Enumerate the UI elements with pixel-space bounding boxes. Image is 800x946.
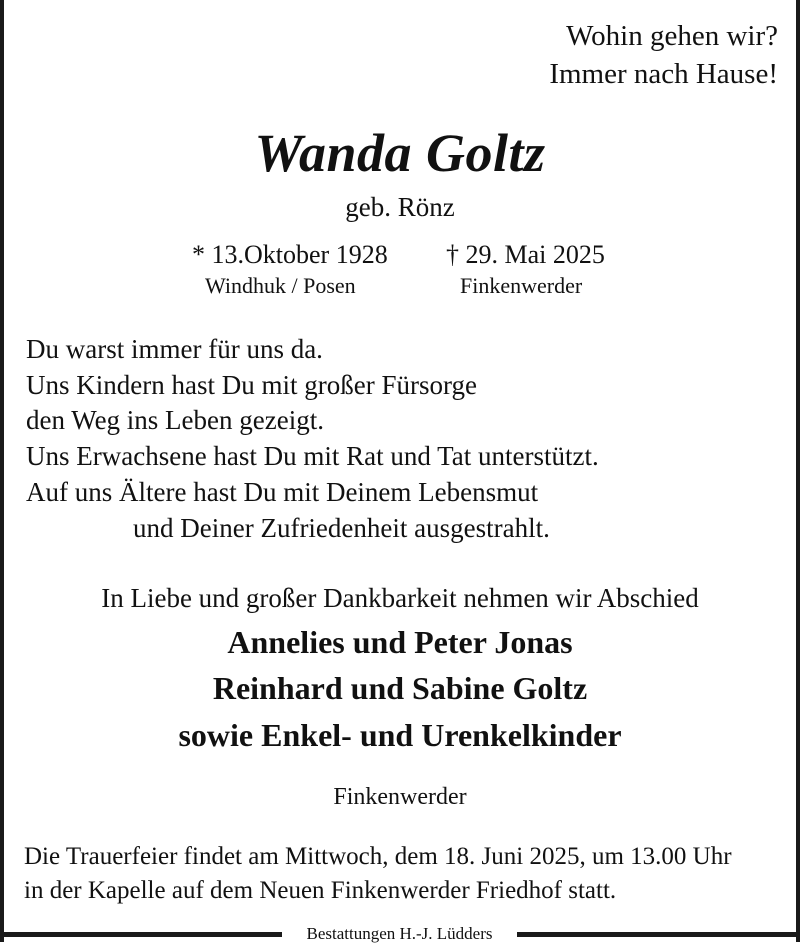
death-date: † 29. Mai 2025 xyxy=(446,240,605,269)
verse-line: und Deiner Zufriedenheit ausgestrahlt. xyxy=(133,513,550,543)
border-bottom-right xyxy=(517,932,800,937)
mourners-location: Finkenwerder xyxy=(333,784,467,810)
birth-date: * 13.Oktober 1928 xyxy=(192,240,388,269)
farewell-text: In Liebe und großer Dankbarkeit nehmen wir Abschied xyxy=(101,583,699,613)
verse-line: den Weg ins Leben gezeigt. xyxy=(26,405,324,435)
death-place: Finkenwerder xyxy=(460,273,583,298)
service-line: Die Trauerfeier findet am Mittwoch, dem 18. Juni 2025, um 13.00 Uhr xyxy=(24,843,732,870)
mourner-name: sowie Enkel- und Urenkelkinder xyxy=(178,717,622,753)
verse-line: Auf uns Ältere hast Du mit Deinem Lebensmut xyxy=(26,477,539,507)
birth-place: Windhuk / Posen xyxy=(205,273,356,298)
mourner-name: Reinhard und Sabine Goltz xyxy=(212,670,588,706)
maiden-name: geb. Rönz xyxy=(345,192,455,222)
mourner-name: Annelies und Peter Jonas xyxy=(227,624,573,660)
verse-line: Uns Erwachsene hast Du mit Rat und Tat unterstützt. xyxy=(26,441,599,471)
verse-line: Du warst immer für uns da. xyxy=(26,334,323,364)
verse-line: Uns Kindern hast Du mit großer Fürsorge xyxy=(26,370,477,400)
border-bottom-left xyxy=(0,932,282,937)
service-line: in der Kapelle auf dem Neuen Finkenwerder Friedhof statt. xyxy=(24,877,617,904)
deceased-name: Wanda Goltz xyxy=(254,123,546,183)
funeral-home: Bestattungen H.-J. Lüdders xyxy=(306,924,493,943)
motto-line-2: Immer nach Hause! xyxy=(549,58,778,90)
motto-line-1: Wohin gehen wir? xyxy=(566,20,778,52)
